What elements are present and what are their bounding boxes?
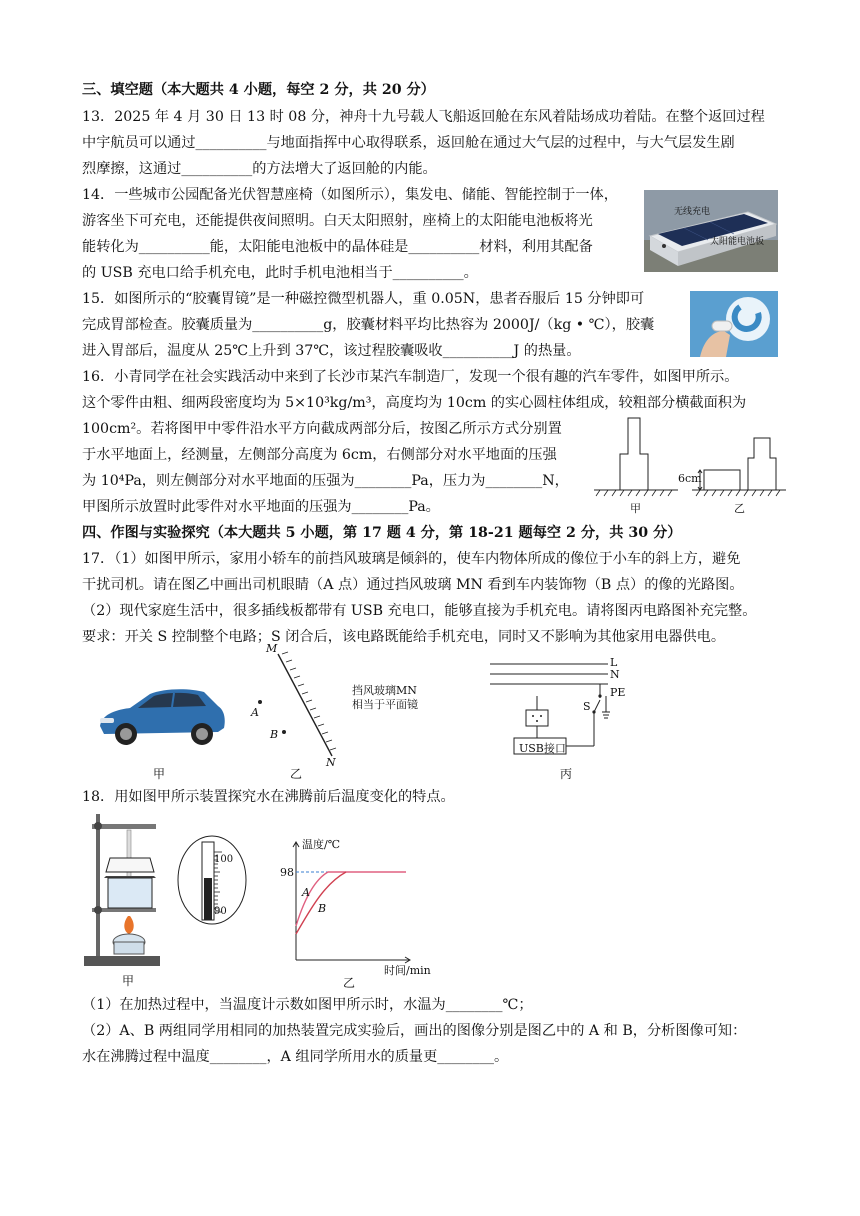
point-A-label: A (251, 706, 259, 719)
windshield-mirror-diagram (240, 640, 440, 770)
graph-ylabel: 温度/℃ (302, 838, 341, 851)
q17-line-2: 干扰司机。请在图乙中画出司机眼睛（A 点）通过挡风玻璃 MN 看到车内装饰物（B 点）的像的光路图。 (82, 577, 744, 593)
car-photo (94, 680, 228, 750)
glass-note-line-1: 挡风玻璃MN (352, 684, 417, 697)
q17-line-1: 17．（1）如图甲所示，家用小轿车的前挡风玻璃是倾斜的，使车内物体所成的像位于小车的斜上方，避免 (82, 551, 741, 567)
wire-L-label: L (610, 656, 618, 669)
q18-fig-jia-label: 甲 (122, 974, 135, 988)
wireless-charge-label: 无线充电 (674, 207, 711, 217)
q15-line-3: 进入胃部后，温度从 25℃上升到 37℃，该过程胶囊吸收__________J 的热量。 (82, 343, 581, 359)
graph-98-label: 98 (280, 866, 294, 879)
q14-line-3: 能转化为__________能，太阳能电池板中的晶体硅是__________材料，利用其配备 (82, 239, 593, 255)
q16-line-5: 为 10⁴Pa，则左侧部分对水平地面的压强为________Pa，压力为________N， (82, 473, 569, 489)
q14-line-2: 游客坐下可充电，还能提供夜间照明。白天太阳照射，座椅上的太阳能电池板将光 (82, 213, 593, 229)
q17-fig-yi-label: 乙 (290, 767, 303, 781)
q16-line-6: 甲图所示放置时此零件对水平地面的压强为________Pa。 (82, 499, 440, 515)
q17-line-3: （2）现代家庭生活中，很多插线板都带有 USB 充电口，能够直接为手机充电。请将图丙电路图补充完整。 (82, 603, 757, 619)
point-N-label: N (326, 756, 336, 769)
q16-line-1: 16．小青同学在社会实践活动中来到了长沙市某汽车制造厂，发现一个很有趣的汽车零件，如图甲所示。 (82, 369, 739, 385)
curve-B-label: B (318, 902, 327, 915)
point-M-label: M (266, 642, 278, 655)
q18-line-1: 18．用如图甲所示装置探究水在沸腾前后温度变化的特点。 (82, 789, 455, 805)
usb-port-label: USB接口 (519, 742, 566, 755)
therm-100-label: 100 (214, 854, 234, 865)
glass-note-line-2: 相当于平面镜 (352, 698, 418, 711)
q15-line-1: 15．如图所示的“胶囊胃镜”是一种磁控微型机器人，重 0.05N，患者吞服后 15 分钟即可 (82, 291, 645, 307)
q18-sub-1: （1）在加热过程中，当温度计示数如图甲所示时，水温为________℃； (82, 997, 533, 1013)
q16-line-3: 100cm²。若将图甲中零件沿水平方向截成两部分后，按图乙所示方式分别置 (82, 421, 562, 437)
solar-panel-label: 太阳能电池板 (710, 237, 765, 247)
q14-line-1: 14．一些城市公园配备光伏智慧座椅（如图所示），集发电、储能、智能控制于一体， (82, 187, 618, 203)
q17-fig-bing-label: 丙 (560, 767, 573, 781)
capsule-endoscope-photo (690, 291, 778, 357)
q17-fig-jia-label: 甲 (153, 767, 166, 781)
section-4-heading: 四、作图与实验探究（本大题共 5 小题，第 17 题 4 分，第 18-21 题每空 2 分，共 30 分） (82, 525, 682, 541)
q13-line-3: 烈摩擦，这通过__________的方法增大了返回舱的内能。 (82, 161, 437, 177)
thermometer-zoom (172, 832, 252, 928)
q14-line-4: 的 USB 充电口给手机充电，此时手机电池相当于__________。 (82, 265, 478, 281)
q15-line-2: 完成胃部检查。胶囊质量为__________g，胶囊材料平均比热容为 2000J/（kg • ℃），胶囊 (82, 317, 655, 333)
temperature-time-graph (280, 830, 450, 980)
solar-bench-photo (644, 190, 778, 272)
q16-line-2: 这个零件由粗、细两段密度均为 5×10³kg/m³，高度均为 10cm 的实心圆柱体组成，较粗部分横截面积为 (82, 395, 747, 411)
wire-N-label: N (610, 668, 620, 681)
q13-line-2: 中宇航员可以通过__________与地面指挥中心取得联系，返回舱在通过大气层的过程中，与大气层发生剧 (82, 135, 735, 151)
household-circuit-diagram (490, 656, 640, 766)
q16-line-4: 于水平地面上，经测量，左侧部分高度为 6cm，右侧部分对水平地面的压强 (82, 447, 557, 463)
q18-sub-2: （2）A、B 两组同学用相同的加热装置完成实验后，画出的图像分别是图乙中的 A 和 B，分析图像可知： (82, 1023, 747, 1039)
q13-line-1: 13．2025 年 4 月 30 日 13 时 08 分，神舟十九号载人飞船返回舱在东风着陆场成功着陆。在整个返回过程 (82, 109, 765, 125)
q18-fig-yi-label: 乙 (343, 976, 356, 990)
wire-PE-label: PE (610, 686, 626, 699)
point-B-label: B (270, 728, 279, 741)
switch-S-label: S (583, 700, 591, 713)
height-6cm-label: 6cm (678, 472, 702, 485)
fig-yi-label: 乙 (734, 502, 745, 515)
q17-line-4: 要求：开关 S 控制整个电路；S 闭合后，该电路既能给手机充电，同时又不影响为其他家用电器供电。 (82, 629, 726, 645)
graph-xlabel: 时间/min (384, 964, 431, 977)
section-3-heading: 三、填空题（本大题共 4 小题，每空 2 分，共 20 分） (82, 82, 435, 98)
therm-90-label: 90 (214, 906, 227, 917)
q16-part-figure (592, 410, 788, 514)
curve-A-label: A (302, 886, 310, 899)
fig-jia-label: 甲 (630, 502, 641, 515)
q18-sub-3: 水在沸腾过程中温度________，A 组同学所用水的质量更________。 (82, 1049, 509, 1065)
